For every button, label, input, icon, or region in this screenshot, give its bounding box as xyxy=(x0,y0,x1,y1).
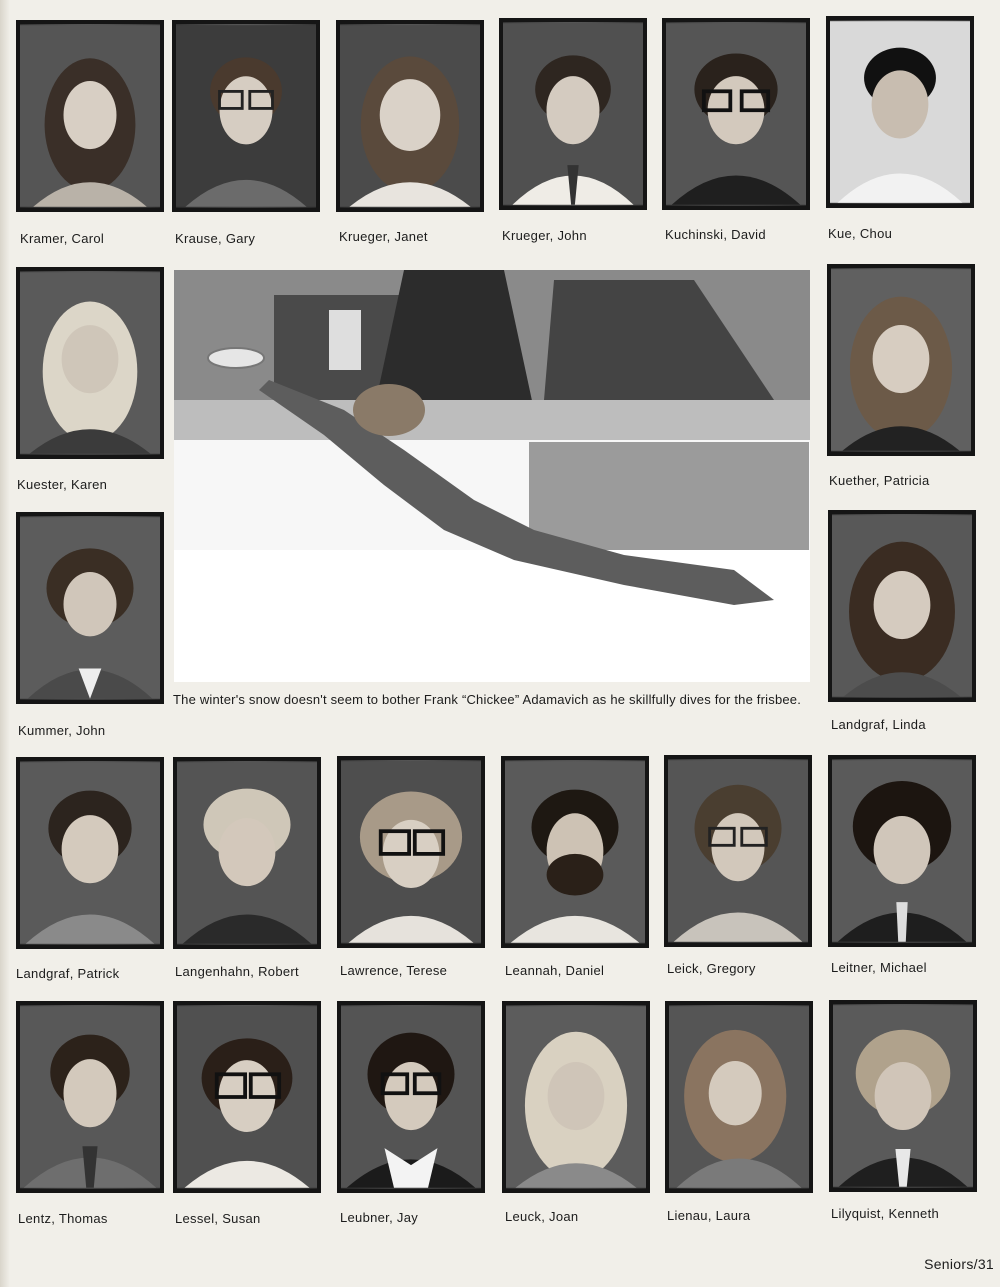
portrait-photo xyxy=(173,757,321,949)
portrait-name: Kue, Chou xyxy=(828,226,893,241)
portrait-photo xyxy=(826,16,974,208)
portrait-photo xyxy=(827,264,975,456)
portrait-name: Lienau, Laura xyxy=(667,1208,751,1223)
page-binding-edge xyxy=(0,0,10,1287)
portrait-name: Lessel, Susan xyxy=(175,1211,261,1226)
portrait-photo xyxy=(829,1000,977,1192)
portrait-name: Lentz, Thomas xyxy=(18,1211,108,1226)
portrait-photo xyxy=(16,1001,164,1193)
portrait-name: Krause, Gary xyxy=(175,231,256,246)
feature-photo-caption: The winter's snow doesn't seem to bother Frank “Chickee” Adamavich as he skillfully dives for the frisbee. xyxy=(173,692,802,707)
portrait-name: Leitner, Michael xyxy=(831,960,927,975)
portrait-photo xyxy=(499,18,647,210)
portrait-name: Leick, Gregory xyxy=(667,961,756,976)
portrait-name: Kuester, Karen xyxy=(17,477,108,492)
portrait-photo xyxy=(16,267,164,459)
portrait-photo xyxy=(662,18,810,210)
portrait-photo xyxy=(173,1001,321,1193)
portrait-name: Kramer, Carol xyxy=(20,231,105,246)
portrait-photo xyxy=(337,756,485,948)
page-folio: Seniors/31 xyxy=(924,1256,994,1272)
portrait-photo xyxy=(337,1001,485,1193)
portrait-name: Lilyquist, Kenneth xyxy=(831,1206,940,1221)
portrait-name: Landgraf, Linda xyxy=(831,717,926,732)
portrait-name: Leuck, Joan xyxy=(505,1209,579,1224)
portrait-name: Kuether, Patricia xyxy=(829,473,930,488)
feature-photo-snow-frisbee xyxy=(174,270,810,682)
portrait-name: Krueger, John xyxy=(502,228,587,243)
portrait-photo xyxy=(336,20,484,212)
portrait-name: Landgraf, Patrick xyxy=(16,966,120,981)
portrait-photo xyxy=(172,20,320,212)
portrait-name: Krueger, Janet xyxy=(339,229,428,244)
portrait-name: Leubner, Jay xyxy=(340,1210,419,1225)
portrait-name: Kummer, John xyxy=(18,723,106,738)
portrait-photo xyxy=(828,755,976,947)
portrait-photo xyxy=(501,756,649,948)
portrait-photo xyxy=(502,1001,650,1193)
portrait-name: Lawrence, Terese xyxy=(340,963,448,978)
portrait-photo xyxy=(665,1001,813,1193)
portrait-photo xyxy=(828,510,976,702)
portrait-photo xyxy=(16,757,164,949)
portrait-name: Langenhahn, Robert xyxy=(175,964,299,979)
portrait-name: Leannah, Daniel xyxy=(505,963,605,978)
portrait-photo xyxy=(664,755,812,947)
portrait-name: Kuchinski, David xyxy=(665,227,766,242)
portrait-photo xyxy=(16,20,164,212)
portrait-photo xyxy=(16,512,164,704)
